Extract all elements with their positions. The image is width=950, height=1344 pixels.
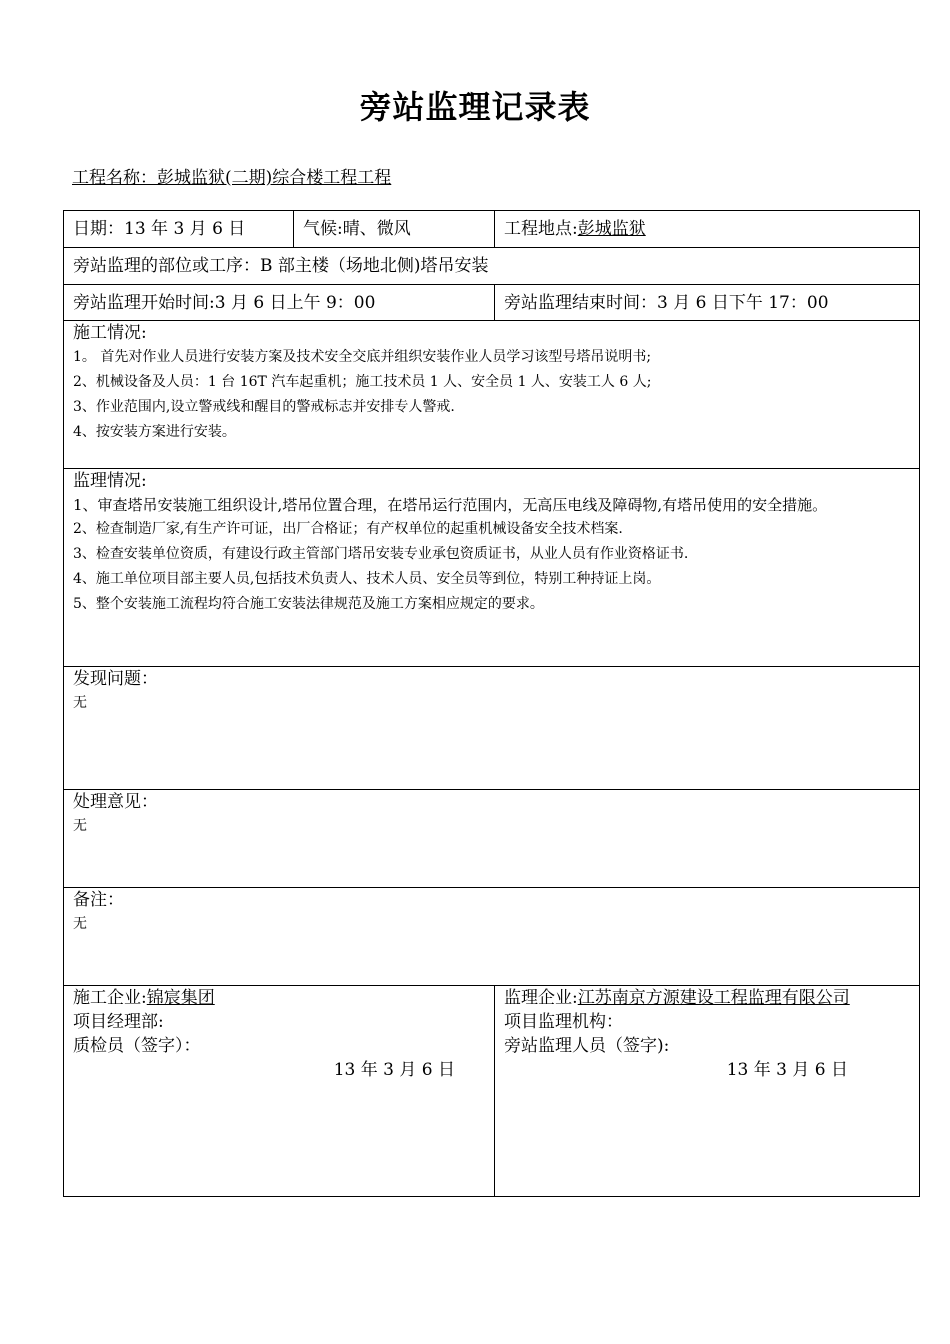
construction-section — [64, 321, 920, 469]
supervisor-date: 13 年 3 月 6 日 — [726, 1060, 848, 1080]
problems-value: 无 — [73, 695, 87, 711]
contractor-signoff — [64, 986, 495, 1197]
location-cell — [495, 211, 920, 248]
date-cell — [64, 211, 294, 248]
construction-item: 3、作业范围内,设立警戒线和醒目的警戒标志并安排专人警戒. — [73, 399, 455, 415]
contractor-company-value: 锦宸集团 — [146, 988, 215, 1008]
problems-heading: 发现问题： — [73, 669, 158, 689]
supervision-section — [64, 469, 920, 667]
remarks-value: 无 — [73, 916, 87, 932]
end-time-text: 旁站监理结束时间：3 月 6 日下午 17：00 — [504, 292, 829, 313]
handling-section — [64, 790, 920, 888]
location-label: 工程地点: — [504, 219, 578, 239]
supervision-item: 3、检查安装单位资质，有建设行政主管部门塔吊安装专业承包资质证书，从业人员有作业资格证书. — [73, 546, 689, 562]
page-title: 旁站监理记录表 — [359, 88, 591, 126]
supervision-item: 4、施工单位项目部主要人员,包括技术负责人、技术人员、安全员等到位，特别工种持证上岗。 — [73, 571, 661, 587]
handling-value: 无 — [73, 818, 87, 834]
location-value: 彭城监狱 — [577, 219, 646, 239]
supervisor-company-label: 监理企业: — [504, 988, 578, 1008]
start-time-cell — [64, 285, 495, 321]
remarks-heading: 备注： — [73, 890, 124, 910]
record-table — [63, 210, 920, 1197]
construction-item: 4、按安装方案进行安装。 — [73, 424, 236, 440]
supervisor-org: 项目监理机构： — [504, 1012, 623, 1032]
supervision-item: 2、检查制造厂家,有生产许可证，出厂合格证；有产权单位的起重机械设备安全技术档案. — [73, 521, 623, 537]
construction-item: 1。 首先对作业人员进行安装方案及技术安全交底并组织安装作业人员学习该型号塔吊说明书; — [73, 349, 652, 365]
part-text: 旁站监理的部位或工序：B 部主楼（场地北侧)塔吊安装 — [73, 256, 489, 276]
weather-cell — [294, 211, 495, 248]
contractor-inspector: 质检员（签字）： — [73, 1036, 201, 1056]
date-text: 日期：13 年 3 月 6 日 — [73, 219, 246, 239]
end-time-cell — [495, 285, 920, 321]
supervisor-company-value: 江苏南京方源建设工程监理有限公司 — [577, 988, 850, 1008]
construction-item: 2、机械设备及人员：1 台 16T 汽车起重机；施工技术员 1 人、安全员 1 人、安装工人 6 人; — [73, 374, 652, 390]
part-cell — [64, 248, 920, 285]
supervisor-signoff — [495, 986, 920, 1197]
weather-text: 气候:晴、微风 — [303, 219, 411, 239]
contractor-dept: 项目经理部: — [73, 1012, 164, 1032]
start-time-text: 旁站监理开始时间:3 月 6 日上午 9：00 — [73, 292, 376, 313]
contractor-company-label: 施工企业: — [73, 988, 147, 1008]
project-name: 工程名称：彭城监狱(二期)综合楼工程工程 — [72, 168, 392, 188]
supervision-heading: 监理情况: — [73, 471, 147, 491]
handling-heading: 处理意见： — [73, 792, 158, 812]
problems-section — [64, 667, 920, 790]
supervision-item: 5、整个安装施工流程均符合施工安装法律规范及施工方案相应规定的要求。 — [73, 596, 544, 612]
supervision-item: 1、审查塔吊安装施工组织设计,塔吊位置合理，在塔吊运行范围内，无高压电线及障碍物,有塔吊使用的安全措施。 — [73, 496, 828, 514]
remarks-section — [64, 888, 920, 986]
supervisor-person: 旁站监理人员（签字): — [504, 1036, 670, 1056]
construction-heading: 施工情况: — [73, 323, 147, 343]
contractor-date: 13 年 3 月 6 日 — [333, 1060, 455, 1080]
